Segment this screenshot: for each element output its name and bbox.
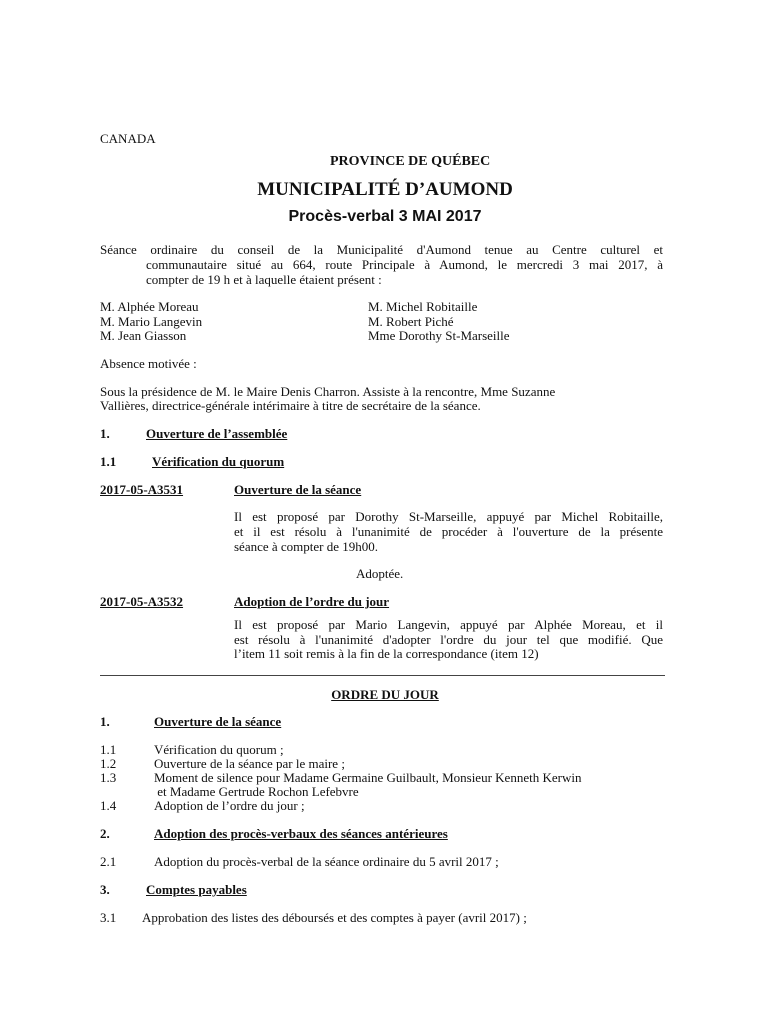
agenda-h1-number: 1. bbox=[100, 714, 110, 729]
agenda-h3-title: Comptes payables bbox=[146, 882, 247, 897]
absence-label: Absence motivée : bbox=[100, 356, 197, 371]
agenda-item-num: 3.1 bbox=[100, 910, 117, 925]
agenda-h2-number: 2. bbox=[100, 826, 110, 841]
agenda-item-num: 1.3 bbox=[100, 770, 117, 785]
agenda-h2-title: Adoption des procès-verbaux des séances antérieures bbox=[154, 826, 448, 841]
section-1-1-title: Vérification du quorum bbox=[152, 454, 285, 469]
resolution-1-status: Adoptée. bbox=[356, 566, 404, 581]
municipality-heading: MUNICIPALITÉ D’AUMOND bbox=[257, 179, 513, 200]
intro-line-3: compter de 19 h et à laquelle étaient présent : bbox=[146, 272, 382, 287]
country-label: CANADA bbox=[100, 131, 156, 146]
agenda-item-text-continuation: et Madame Gertrude Rochon Lefebvre bbox=[154, 784, 359, 799]
resolution-1-line-2: et il est résolu à l'unanimité de procéder à l'ouverture de la présente bbox=[234, 524, 663, 539]
intro-line-2: communautaire situé au 664, route Principale à Aumond, le mercredi 3 mai 2017, à bbox=[146, 257, 663, 272]
attendee-right-3: Mme Dorothy St-Marseille bbox=[368, 328, 510, 343]
resolution-2-line-3: l’item 11 soit remis à la fin de la correspondance (item 12) bbox=[234, 646, 539, 661]
page-title: Procès-verbal 3 MAI 2017 bbox=[288, 208, 482, 225]
agenda-item-num: 1.1 bbox=[100, 742, 117, 757]
attendee-left-2: M. Mario Langevin bbox=[100, 314, 203, 329]
presidency-line-2: Vallières, directrice-générale intérimaire à titre de secrétaire de la séance. bbox=[100, 398, 481, 413]
attendee-right-2: M. Robert Piché bbox=[368, 314, 454, 329]
agenda-item-text: Approbation des listes des déboursés et des comptes à payer (avril 2017) ; bbox=[142, 910, 527, 925]
agenda-item-num: 1.2 bbox=[100, 756, 117, 771]
resolution-2-code: 2017-05-A3532 bbox=[100, 594, 184, 609]
resolution-1-line-1: Il est proposé par Dorothy St-Marseille, appuyé par Michel Robitaille, bbox=[234, 509, 663, 524]
section-divider bbox=[100, 675, 665, 676]
agenda-item-text: Adoption de l’ordre du jour ; bbox=[154, 798, 305, 813]
resolution-2-title: Adoption de l’ordre du jour bbox=[234, 594, 390, 609]
agenda-title: ORDRE DU JOUR bbox=[331, 687, 439, 702]
agenda-item-text: Moment de silence pour Madame Germaine Guilbault, Monsieur Kenneth Kerwin bbox=[154, 770, 582, 785]
resolution-1-title: Ouverture de la séance bbox=[234, 482, 362, 497]
presidency-line-1: Sous la présidence de M. le Maire Denis Charron. Assiste à la rencontre, Mme Suzanne bbox=[100, 384, 556, 399]
section-1-1-number: 1.1 bbox=[100, 454, 117, 469]
agenda-item-num: 2.1 bbox=[100, 854, 117, 869]
resolution-1-code: 2017-05-A3531 bbox=[100, 482, 184, 497]
resolution-2-line-1: Il est proposé par Mario Langevin, appuyé par Alphée Moreau, et il bbox=[234, 617, 663, 632]
section-1-number: 1. bbox=[100, 426, 110, 441]
agenda-h3-number: 3. bbox=[100, 882, 110, 897]
agenda-item-num: 1.4 bbox=[100, 798, 117, 813]
section-1-title: Ouverture de l’assemblée bbox=[146, 426, 288, 441]
agenda-item-text: Adoption du procès-verbal de la séance ordinaire du 5 avril 2017 ; bbox=[154, 854, 499, 869]
agenda-h1-title: Ouverture de la séance bbox=[154, 714, 282, 729]
attendee-left-1: M. Alphée Moreau bbox=[100, 299, 199, 314]
agenda-item-text: Vérification du quorum ; bbox=[154, 742, 284, 757]
attendee-left-3: M. Jean Giasson bbox=[100, 328, 187, 343]
attendee-right-1: M. Michel Robitaille bbox=[368, 299, 478, 314]
intro-line-1: Séance ordinaire du conseil de la Municipalité d'Aumond tenue au Centre culturel et bbox=[100, 242, 663, 257]
agenda-item-text: Ouverture de la séance par le maire ; bbox=[154, 756, 345, 771]
resolution-2-line-2: est résolu à l'unanimité d'adopter l'ordre du jour tel que modifié. Que bbox=[234, 632, 663, 647]
province-heading: PROVINCE DE QUÉBEC bbox=[330, 154, 491, 169]
resolution-1-line-3: séance à compter de 19h00. bbox=[234, 539, 379, 554]
